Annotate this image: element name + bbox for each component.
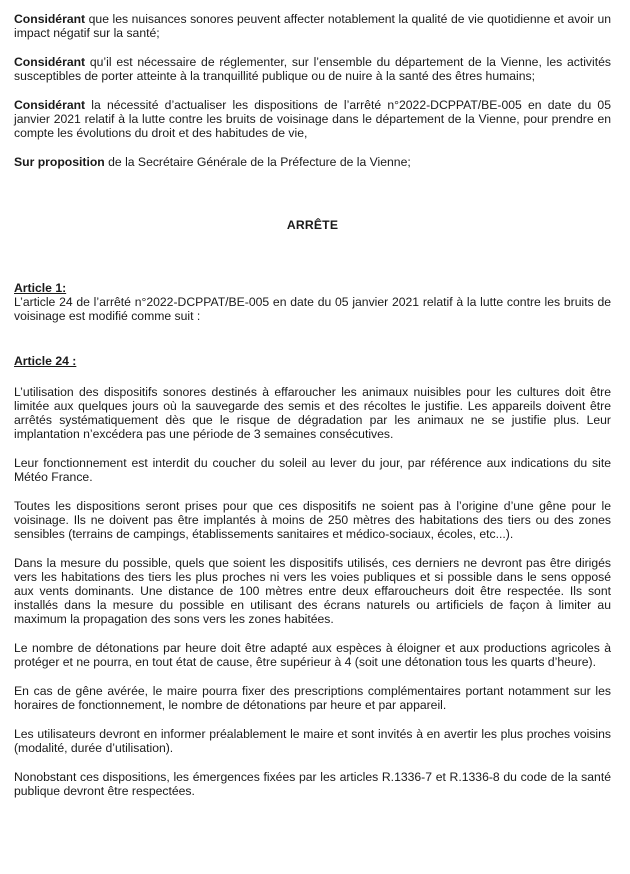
consideration-text: que les nuisances sonores peuvent affecter notablement la qualité de vie quotidienne et avoir un impact négatif sur la santé; xyxy=(14,12,611,40)
article-24-paragraph: L’utilisation des dispositifs sonores destinés à effaroucher les animaux nuisibles pour les cultures doit être limitée aux quelques jours où la sauvegarde des semis et des récoltes le justifie. Les appareils doivent être arrêtés systématiquement dès que le risque de dégradation par les animaux ne se justifie plus. Leur implantation n’excédera pas une période de 3 semaines consécutives. xyxy=(14,385,611,441)
article-24-paragraph: Les utilisateurs devront en informer préalablement le maire et sont invités à en avertir les plus proches voisins (modalité, durée d’utilisation). xyxy=(14,727,611,755)
consideration-paragraph xyxy=(14,98,611,140)
article-24-paragraph: Dans la mesure du possible, quels que soient les dispositifs utilisés, ces derniers ne devront pas être dirigés vers les habitations des tiers les plus proches ni vers les voies publiques et si possible dans le sens opposé aux vents dominants. Une distance de 100 mètres entre deux effaroucheurs doit être respectée. Ils sont installés dans la mesure du possible en utilisant des écrans naturels ou artificiels de façon à limiter au maximum la propagation des sons vers les zones habitées. xyxy=(14,556,611,626)
document-page xyxy=(14,12,611,798)
arrete-heading: ARRÊTE xyxy=(286,218,339,232)
consideration-lead: Considérant xyxy=(14,55,86,69)
article-24-paragraph: Toutes les dispositions seront prises pour que ces dispositifs ne soient pas à l’origine d’une gêne pour le voisinage. Ils ne doivent pas être implantés à moins de 250 mètres des habitations des tiers ou des zones sensibles (terrains de campings, établissements sanitaires et médico-sociaux, écoles, etc...). xyxy=(14,499,611,541)
proposal-text: de la Secrétaire Générale de la Préfecture de la Vienne; xyxy=(104,155,411,169)
article-24-paragraph: Nonobstant ces dispositions, les émergences fixées par les articles R.1336-7 et R.1336-8 du code de la santé publique devront être respectées. xyxy=(14,770,611,798)
article-24-paragraph: En cas de gêne avérée, le maire pourra fixer des prescriptions complémentaires portant notamment sur les horaires de fonctionnement, le nombre de détonations par heure et par appareil. xyxy=(14,684,611,712)
article-1-heading: Article 1: xyxy=(14,281,67,295)
proposal-paragraph xyxy=(14,155,611,169)
consideration-text: qu’il est nécessaire de réglementer, sur l’ensemble du département de la Vienne, les activités susceptibles de porter atteinte à la tranquillité publique ou de nuire à la santé des êtres humains; xyxy=(14,55,611,83)
article-24-heading-line xyxy=(14,354,611,368)
article-24-paragraph: Leur fonctionnement est interdit du coucher du soleil au lever du jour, par référence aux indications du site Météo France. xyxy=(14,456,611,484)
article-24-heading: Article 24 : xyxy=(14,354,77,368)
article-24-paragraph: Le nombre de détonations par heure doit être adapté aux espèces à éloigner et aux productions agricoles à protéger et ne pourra, en tout état de cause, être supérieur à 4 (soit une détonation tous les quarts d’heure). xyxy=(14,641,611,669)
proposal-lead: Sur proposition xyxy=(14,155,105,169)
consideration-lead: Considérant xyxy=(14,12,86,26)
consideration-paragraph xyxy=(14,12,611,40)
article-1-heading-line xyxy=(14,281,611,295)
article-1-text: L’article 24 de l’arrêté n°2022-DCPPAT/BE-005 en date du 05 janvier 2021 relatif à la lutte contre les bruits de voisinage est modifié comme suit : xyxy=(14,295,611,323)
consideration-lead: Considérant xyxy=(14,98,86,112)
consideration-text: la nécessité d’actualiser les dispositions de l’arrêté n°2022-DCPPAT/BE-005 en date du 05 janvier 2021 relatif à la lutte contre les bruits de voisinage dans le département de la Vienne, pour prendre en compte les évolutions du droit et des habitudes de vie, xyxy=(14,98,611,140)
consideration-paragraph xyxy=(14,55,611,83)
